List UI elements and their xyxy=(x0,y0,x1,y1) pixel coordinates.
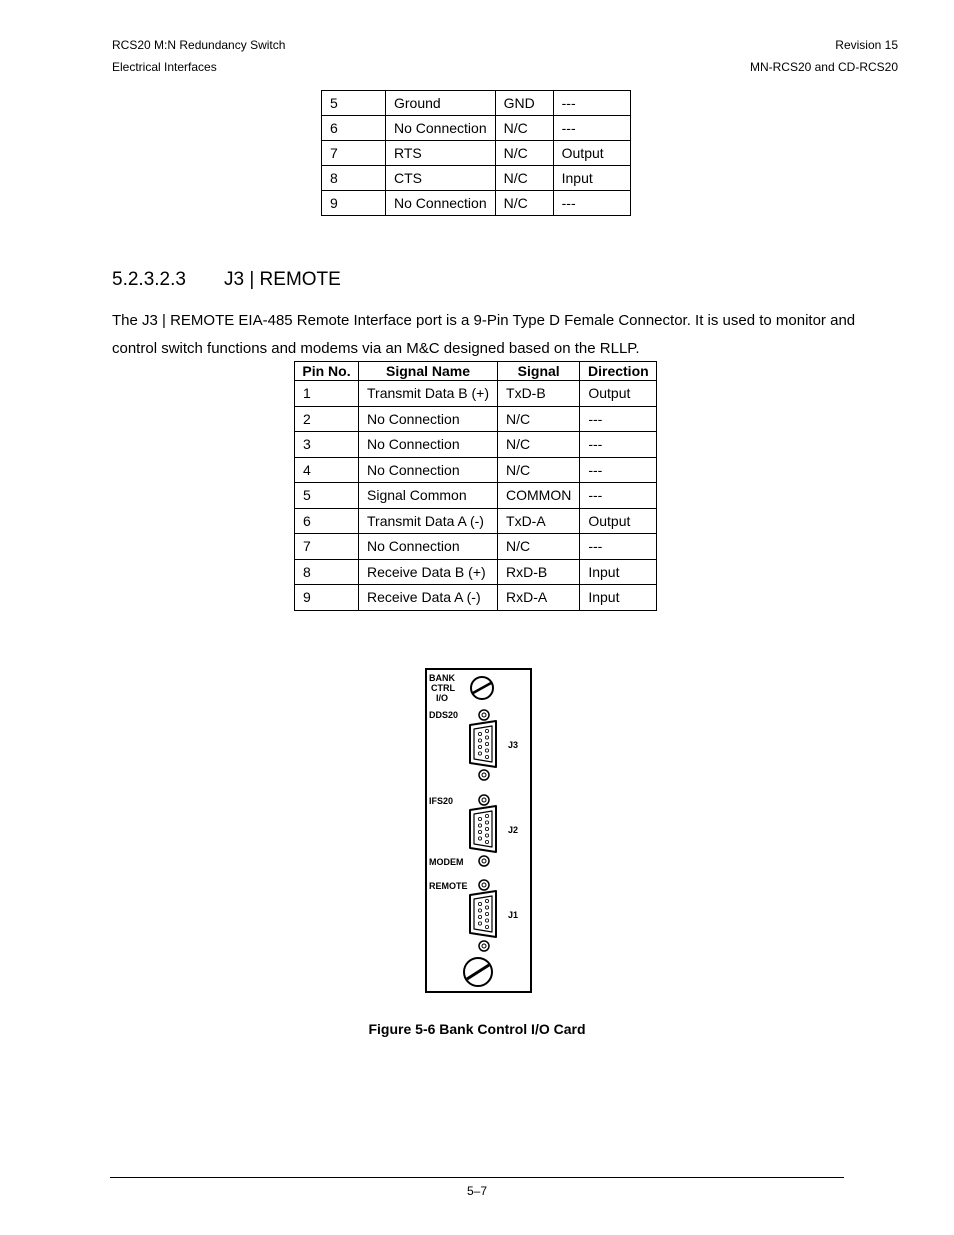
pin-cell: 1 xyxy=(295,381,359,407)
table-header-row xyxy=(295,362,657,381)
table-row xyxy=(295,457,657,483)
signal-name-cell: RTS xyxy=(386,141,496,166)
label-dds20: DDS20 xyxy=(429,710,459,720)
pin-cell: 4 xyxy=(295,457,359,483)
signal-cell: N/C xyxy=(498,432,580,458)
label-j1: J1 xyxy=(508,910,519,920)
label-remote: REMOTE xyxy=(429,881,468,891)
direction-cell: Input xyxy=(580,585,657,611)
pin-cell: 6 xyxy=(322,116,386,141)
page-number: 5–7 xyxy=(466,1184,488,1198)
table-row xyxy=(322,116,631,141)
table-row xyxy=(322,191,631,216)
signal-name-cell: Ground xyxy=(386,91,496,116)
direction-cell: Input xyxy=(580,559,657,585)
signal-cell: N/C xyxy=(495,116,553,141)
label-j3: J3 xyxy=(508,740,519,750)
signal-name-cell: No Connection xyxy=(359,534,498,560)
signal-cell: RxD-B xyxy=(498,559,580,585)
standoff-icon xyxy=(479,710,489,720)
signal-cell: N/C xyxy=(498,534,580,560)
col-header-pin: Pin No. xyxy=(295,362,359,381)
signal-cell: TxD-A xyxy=(498,508,580,534)
label-io: I/O xyxy=(436,693,449,703)
pin-cell: 8 xyxy=(322,166,386,191)
col-header-signal-name: Signal Name xyxy=(359,362,498,381)
label-modem: MODEM xyxy=(429,857,464,867)
j1-connector-icon xyxy=(470,891,496,937)
standoff-icon xyxy=(479,795,489,805)
standoff-icon xyxy=(479,941,489,951)
top-screw-icon xyxy=(471,677,493,699)
direction-cell: --- xyxy=(580,457,657,483)
signal-name-cell: No Connection xyxy=(359,457,498,483)
label-j2: J2 xyxy=(508,825,519,835)
j3-connector-icon xyxy=(470,721,496,767)
pin-cell: 8 xyxy=(295,559,359,585)
direction-cell: --- xyxy=(553,91,630,116)
table-row xyxy=(295,559,657,585)
direction-cell: Output xyxy=(580,381,657,407)
j3-pinout-table xyxy=(294,361,657,611)
signal-name-cell: Transmit Data A (-) xyxy=(359,508,498,534)
section-number: 5.2.3.2.3 xyxy=(112,269,186,290)
signal-cell: N/C xyxy=(495,141,553,166)
table-row xyxy=(295,381,657,407)
standoff-icon xyxy=(479,770,489,780)
signal-cell: N/C xyxy=(495,166,553,191)
j2-connector-icon xyxy=(470,806,496,852)
direction-cell: --- xyxy=(580,432,657,458)
signal-name-cell: Receive Data B (+) xyxy=(359,559,498,585)
standoff-icon xyxy=(479,856,489,866)
section-paragraph: The J3 | REMOTE EIA-485 Remote Interface port is a 9-Pin Type D Female Connector. It is used to monitor and control switch functions and modems via an M&C designed based on the RLLP. xyxy=(112,312,856,357)
bank-control-io-card-figure xyxy=(424,667,534,995)
signal-cell: N/C xyxy=(498,406,580,432)
direction-cell: --- xyxy=(580,483,657,509)
table-row xyxy=(295,508,657,534)
direction-cell: Input xyxy=(553,166,630,191)
section-title: J3 | REMOTE xyxy=(224,269,341,290)
table-row xyxy=(322,91,631,116)
table-row xyxy=(295,483,657,509)
signal-name-cell: No Connection xyxy=(359,432,498,458)
direction-cell: --- xyxy=(580,534,657,560)
pin-cell: 2 xyxy=(295,406,359,432)
bottom-screw-icon xyxy=(464,958,492,986)
pin-cell: 7 xyxy=(322,141,386,166)
signal-name-cell: Signal Common xyxy=(359,483,498,509)
figure-caption: Figure 5-6 Bank Control I/O Card xyxy=(368,1021,586,1037)
pin-cell: 9 xyxy=(322,191,386,216)
direction-cell: Output xyxy=(553,141,630,166)
signal-name-cell: Receive Data A (-) xyxy=(359,585,498,611)
direction-cell: Output xyxy=(580,508,657,534)
standoff-icon xyxy=(479,880,489,890)
signal-name-cell: No Connection xyxy=(386,191,496,216)
signal-cell: COMMON xyxy=(498,483,580,509)
pin-cell: 5 xyxy=(295,483,359,509)
label-ifs20: IFS20 xyxy=(429,796,454,806)
signal-name-cell: No Connection xyxy=(386,116,496,141)
table-row xyxy=(322,166,631,191)
signal-cell: N/C xyxy=(495,191,553,216)
signal-name-cell: No Connection xyxy=(359,406,498,432)
signal-cell: GND xyxy=(495,91,553,116)
table-row xyxy=(295,406,657,432)
table-row xyxy=(295,432,657,458)
col-header-signal: Signal xyxy=(498,362,580,381)
header-doc-title: RCS20 M:N Redundancy Switch xyxy=(112,38,286,52)
pinout-table-continued xyxy=(321,90,631,216)
pin-cell: 7 xyxy=(295,534,359,560)
signal-cell: TxD-B xyxy=(498,381,580,407)
label-ctrl: CTRL xyxy=(431,683,455,693)
signal-cell: N/C xyxy=(498,457,580,483)
direction-cell: --- xyxy=(580,406,657,432)
pin-cell: 3 xyxy=(295,432,359,458)
pin-cell: 6 xyxy=(295,508,359,534)
header-chapter: Electrical Interfaces xyxy=(112,60,217,74)
signal-cell: RxD-A xyxy=(498,585,580,611)
signal-name-cell: Transmit Data B (+) xyxy=(359,381,498,407)
table-row xyxy=(322,141,631,166)
direction-cell: --- xyxy=(553,191,630,216)
footer-rule xyxy=(110,1177,844,1178)
table-row xyxy=(295,534,657,560)
pin-cell: 5 xyxy=(322,91,386,116)
header-revision: Revision 15 xyxy=(835,38,898,52)
header-doc-number: MN-RCS20 and CD-RCS20 xyxy=(749,60,898,74)
table-row xyxy=(295,585,657,611)
label-bank: BANK xyxy=(429,673,455,683)
direction-cell: --- xyxy=(553,116,630,141)
col-header-direction: Direction xyxy=(580,362,657,381)
signal-name-cell: CTS xyxy=(386,166,496,191)
pin-cell: 9 xyxy=(295,585,359,611)
